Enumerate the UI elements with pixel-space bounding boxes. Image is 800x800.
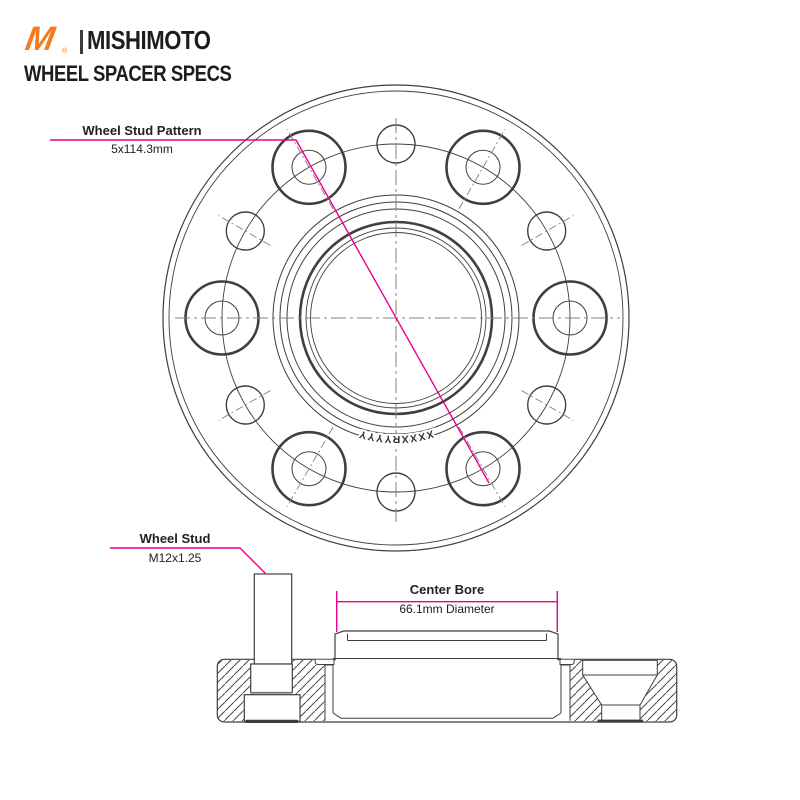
hub-centric-boss (333, 631, 561, 661)
wheel-stud-label-value: M12x1.25 (148, 551, 202, 565)
center-bore-label-title: Center Bore (409, 582, 485, 597)
engraving-text: XXXXRYYYY (357, 427, 435, 446)
wheel-stud (244, 574, 300, 723)
surface-groove-left (315, 660, 334, 665)
stud-pattern-label-value: 5x114.3mm (111, 142, 173, 156)
mishimoto-m-icon: M (22, 20, 58, 58)
brand-title: MISHIMOTO (87, 25, 211, 55)
center-bore-label-value: 66.1mm Diameter (399, 602, 495, 616)
bore-internal-lines (325, 659, 570, 721)
page-subtitle: WHEEL SPACER SPECS (24, 61, 232, 86)
surface-groove-right (560, 660, 574, 665)
registered-trademark-symbol: ® (62, 48, 68, 55)
stud-pattern-label-title: Wheel Stud Pattern (82, 123, 202, 138)
logo-divider (80, 30, 83, 54)
wheel-stud-label-title: Wheel Stud (139, 531, 211, 546)
